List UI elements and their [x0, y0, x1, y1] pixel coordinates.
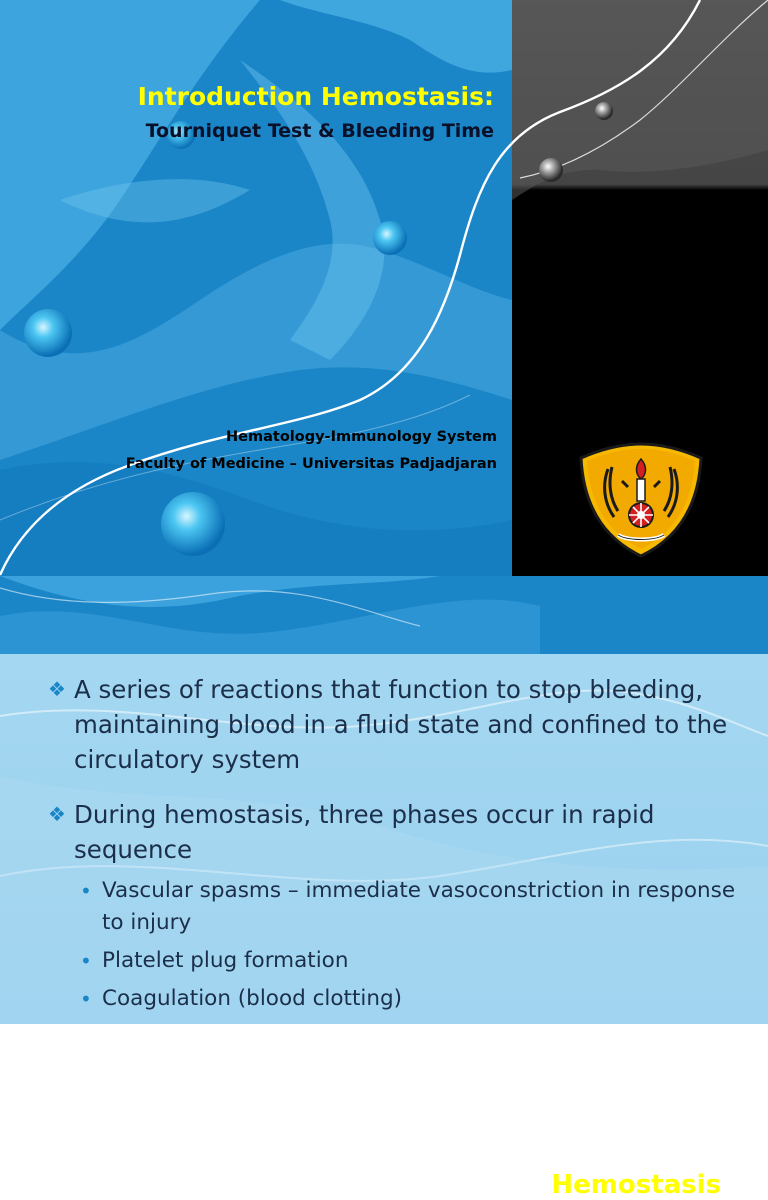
diamond-bullet-icon: ❖: [48, 677, 66, 701]
diamond-bullet-icon: ❖: [48, 802, 66, 826]
sub-list-item: [74, 875, 748, 939]
university-crest-icon: [578, 441, 704, 559]
title-slide: [0, 0, 768, 576]
slide-title: Hemostasis: [551, 1170, 721, 1200]
sub-bullet-text: Vascular spasms – immediate vasoconstriction in response to injury: [102, 878, 736, 935]
list-item: [48, 797, 748, 867]
sub-list-item: [74, 983, 748, 1015]
list-item: [48, 672, 748, 777]
faculty-name: Faculty of Medicine – Universitas Padjadjaran: [125, 456, 497, 472]
bullet-list: [48, 672, 748, 1021]
slide-subtitle: Tourniquet Test & Bleeding Time: [145, 120, 494, 142]
sub-list-item: [74, 945, 748, 977]
sub-bullet-text: Platelet plug formation: [102, 948, 349, 973]
dot-bullet-icon: •: [80, 987, 92, 1011]
dot-bullet-icon: •: [80, 949, 92, 973]
slide-title: Introduction Hemostasis:: [137, 82, 494, 111]
department-name: Hematology-Immunology System: [226, 429, 497, 445]
bullet-text: During hemostasis, three phases occur in rapid sequence: [74, 800, 655, 864]
dot-bullet-icon: •: [80, 879, 92, 903]
bullet-text: A series of reactions that function to stop bleeding, maintaining blood in a fluid state and confined to the circulatory system: [74, 675, 728, 774]
sub-bullet-text: Coagulation (blood clotting): [102, 986, 403, 1011]
